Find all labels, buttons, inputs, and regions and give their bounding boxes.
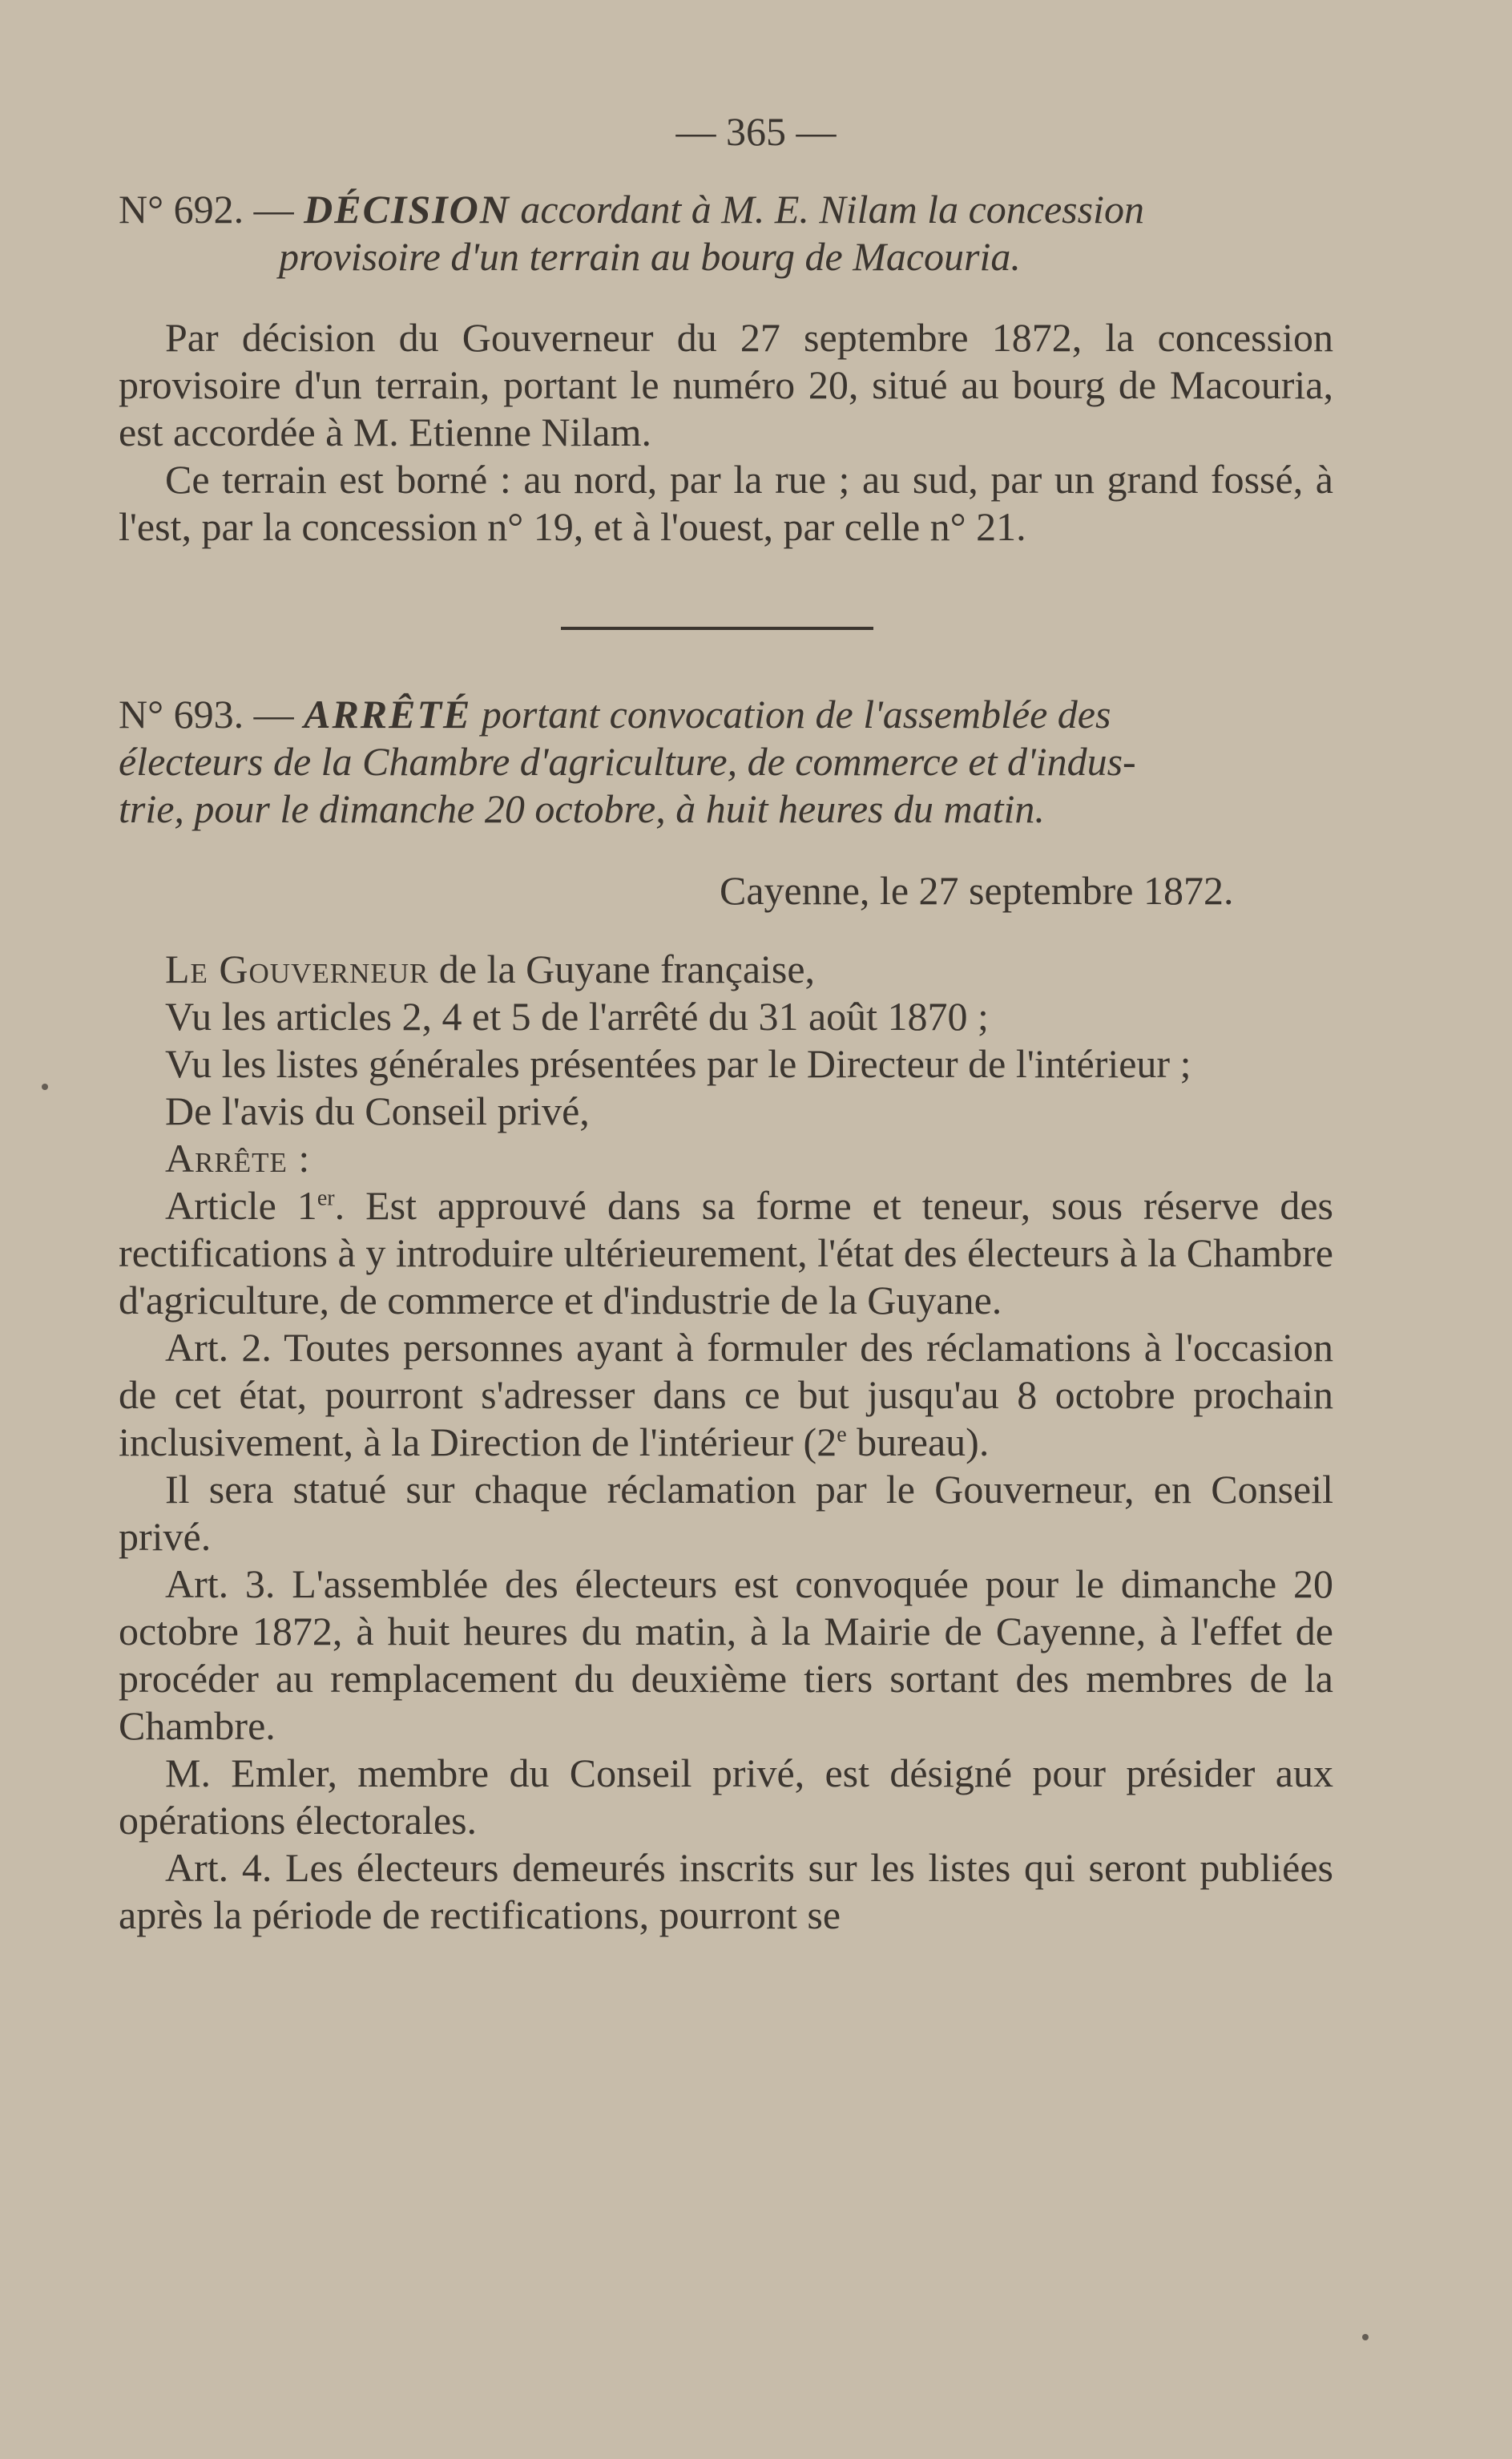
section-divider [561, 627, 873, 630]
preamble-rest: de la Guyane française, [438, 947, 816, 991]
decision-paragraph-2: Ce terrain est borné : au nord, par la rue ; au sud, par un grand fossé, à l'est, par la concession n° 19, et à l'ouest, par celle n° 21. [119, 457, 1333, 549]
decision-title-line1: accordant à M. E. Nilam la concession [520, 187, 1144, 232]
article-3-paragraph-2: M. Emler, membre du Conseil privé, est désigné pour présider aux opérations électorales. [119, 1750, 1333, 1843]
article-2-end: bureau). [846, 1419, 990, 1464]
arrete-label [119, 1135, 1333, 1182]
dateline: Cayenne, le 27 septembre 1872. [720, 868, 1234, 913]
arrete-number: N° 693. — [119, 692, 294, 737]
decision-keyword: DÉCISION [304, 187, 510, 232]
decision-number: N° 692. — [119, 187, 294, 232]
paper-speck [42, 1084, 48, 1090]
article-1-text: . Est approuvé dans sa forme et teneur, sous réserve des rectifications à y introduire ultérieurement, l'état des électeurs à la Chambre d'agriculture, de commerce et d'industrie de la Guyane. [119, 1183, 1333, 1322]
article-3: Art. 3. L'assemblée des électeurs est convoquée pour le dimanche 20 octobre 1872, à huit heures du matin, à la Mairie de Cayenne, à l'effet de procéder au remplacement du deuxième tiers sortant des membres de la Chambre. [119, 1561, 1333, 1748]
arrete-title-line2: électeurs de la Chambre d'agriculture, de commerce et d'indus- [119, 739, 1136, 784]
article-2-sup: e [837, 1422, 847, 1448]
arrete-title-line1: portant convocation de l'assemblée des [481, 692, 1111, 737]
decision-692-body [119, 314, 1333, 551]
article-4: Art. 4. Les électeurs demeurés inscrits sur les listes qui seront publiées après la période de rectifications, pourront se [119, 1845, 1333, 1937]
article-1-sup: er [317, 1185, 335, 1211]
vu-2: Vu les listes générales présentées par le Directeur de l'intérieur ; [165, 1041, 1191, 1086]
article-1 [119, 1182, 1333, 1324]
article-2 [119, 1324, 1333, 1466]
decision-paragraph-1: Par décision du Gouverneur du 27 septembre 1872, la concession provisoire d'un terrain, portant le numéro 20, situé au bourg de Macouria, est accordée à M. Etienne Nilam. [119, 315, 1333, 454]
article-2-text: Art. 2. Toutes personnes ayant à formuler des réclamations à l'occasion de cet état, pourront s'adresser dans ce but jusqu'au 8 octobre prochain inclusivement, à la Direction de l'intérieur (2 [119, 1325, 1333, 1464]
decision-title-line2: provisoire d'un terrain au bourg de Macouria. [279, 234, 1021, 279]
arrete-693-body [119, 946, 1333, 1939]
arrete-keyword: ARRÊTÉ [304, 692, 472, 737]
arrete-title-line3: trie, pour le dimanche 20 octobre, à huit heures du matin. [119, 786, 1045, 831]
avis: De l'avis du Conseil privé, [165, 1088, 590, 1133]
preamble [119, 946, 1333, 993]
article-1-prefix: Article 1 [165, 1183, 317, 1228]
page-number: — 365 — [675, 109, 837, 154]
arrete-label-text: Arrête : [165, 1136, 311, 1181]
vu-1: Vu les articles 2, 4 et 5 de l'arrêté du 31 août 1870 ; [165, 994, 989, 1039]
article-2-paragraph-2: Il sera statué sur chaque réclamation par le Gouverneur, en Conseil privé. [119, 1467, 1333, 1559]
paper-speck [1362, 2334, 1369, 2340]
decision-692-heading [119, 186, 1333, 281]
arrete-693-heading [119, 691, 1333, 833]
preamble-title: Le Gouverneur [165, 947, 429, 991]
